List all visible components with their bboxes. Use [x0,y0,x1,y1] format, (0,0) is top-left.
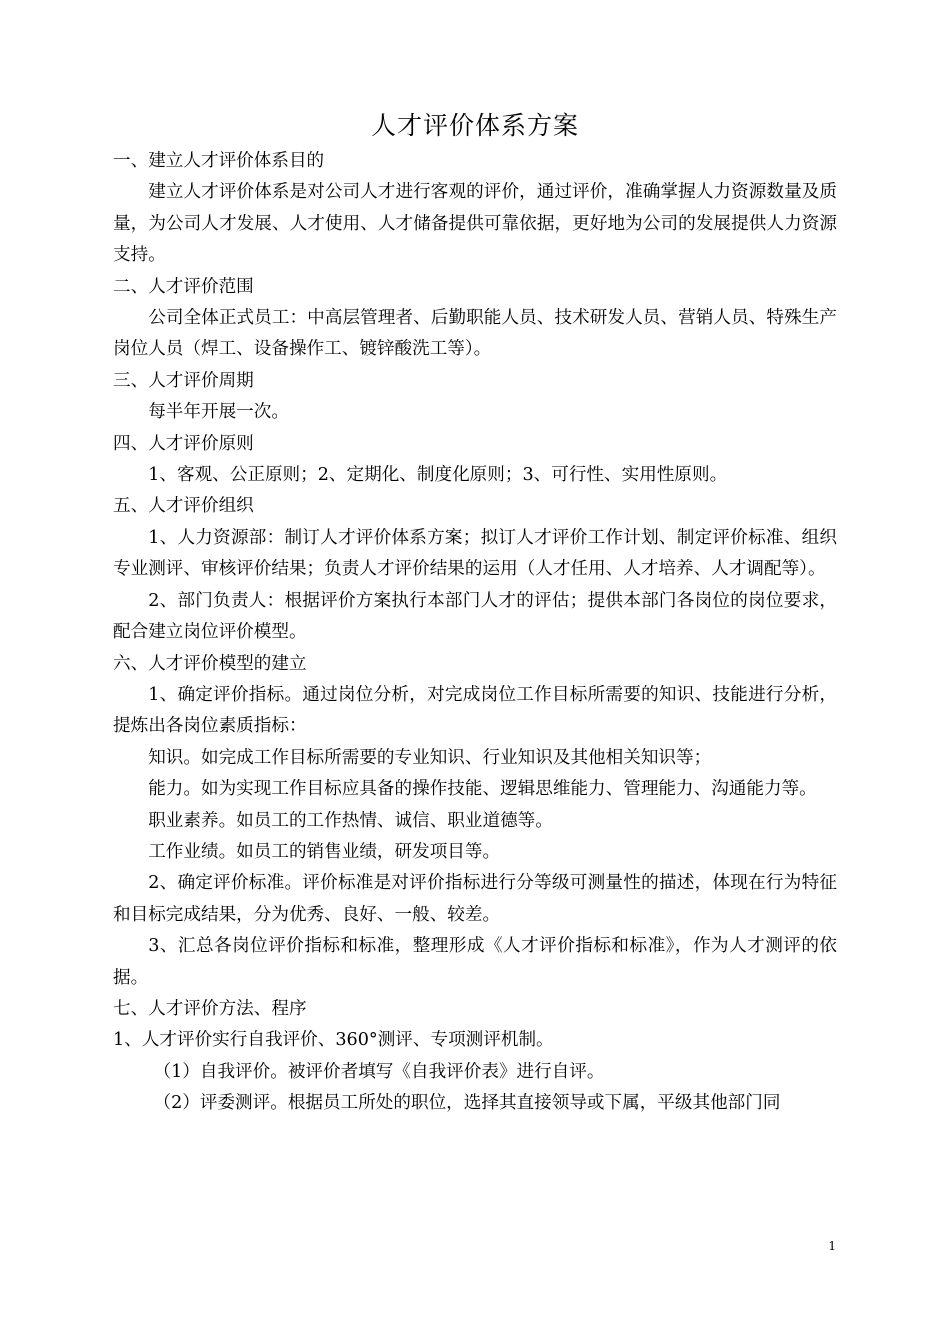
paragraph: 工作业绩。如员工的销售业绩，研发项目等。 [148,841,501,862]
paragraph: 1、人才评价实行自我评价、360°测评、专项测评机制。 [113,1030,554,1051]
section-heading-2: 二、人才评价范围 [113,276,254,297]
page-number: 1 [828,1239,836,1253]
paragraph: （2）评委测评。根据员工所处的职位，选择其直接领导或下属，平级其他部门同 [153,1093,781,1114]
document-body [113,146,837,1120]
paragraph: 1、人力资源部：制订人才评价体系方案；拟订人才评价工作计划、制定评价标准、组织专业测评、审核评价结果；负责人才评价结果的运用（人才任用、人才培养、人才调配等）。 [113,527,837,580]
paragraph: 建立人才评价体系是对公司人才进行客观的评价，通过评价，准确掌握人力资源数量及质量，为公司人才发展、人才使用、人才储备提供可靠依据，更好地为公司的发展提供人力资源支持。 [113,182,837,266]
document-title: 人才评价体系方案 [370,111,579,140]
section-heading-1: 一、建立人才评价体系目的 [113,151,325,171]
paragraph: （1）自我评价。被评价者填写《自我评价表》进行自评。 [153,1061,605,1082]
paragraph: 能力。如为实现工作目标应具备的操作技能、逻辑思维能力、管理能力、沟通能力等。 [148,779,817,800]
section-heading-4: 四、人才评价原则 [113,433,254,454]
paragraph: 职业素养。如员工的工作热情、诚信、职业道德等。 [148,810,553,831]
paragraph: 2、确定评价标准。评价标准是对评价指标进行分等级可测量性的描述，体现在行为特征和目标完成结果，分为优秀、良好、一般、较差。 [113,873,837,925]
paragraph: 知识。如完成工作目标所需要的专业知识、行业知识及其他相关知识等； [148,747,712,768]
paragraph: 每半年开展一次。 [148,402,289,423]
section-heading-7: 七、人才评价方法、程序 [113,998,307,1019]
paragraph: 公司全体正式员工：中高层管理者、后勤职能人员、技术研发人员、营销人员、特殊生产岗位人员（焊工、设备操作工、镀锌酸洗工等）。 [113,308,837,360]
paragraph: 1、客观、公正原则；2、定期化、制度化原则；3、可行性、实用性原则。 [148,465,728,486]
section-heading-6: 六、人才评价模型的建立 [113,653,307,674]
section-heading-3: 三、人才评价周期 [113,370,254,391]
paragraph: 3、汇总各岗位评价指标和标准，整理形成《人才评价指标和标准》，作为人才测评的依据。 [113,936,837,988]
section-heading-5: 五、人才评价组织 [113,496,254,517]
paragraph: 2、部门负责人：根据评价方案执行本部门人才的评估；提供本部门各岗位的岗位要求，配合建立岗位评价模型。 [113,590,837,643]
paragraph: 1、确定评价指标。通过岗位分析，对完成岗位工作目标所需要的知识、技能进行分析，提炼出各岗位素质指标： [113,684,837,737]
